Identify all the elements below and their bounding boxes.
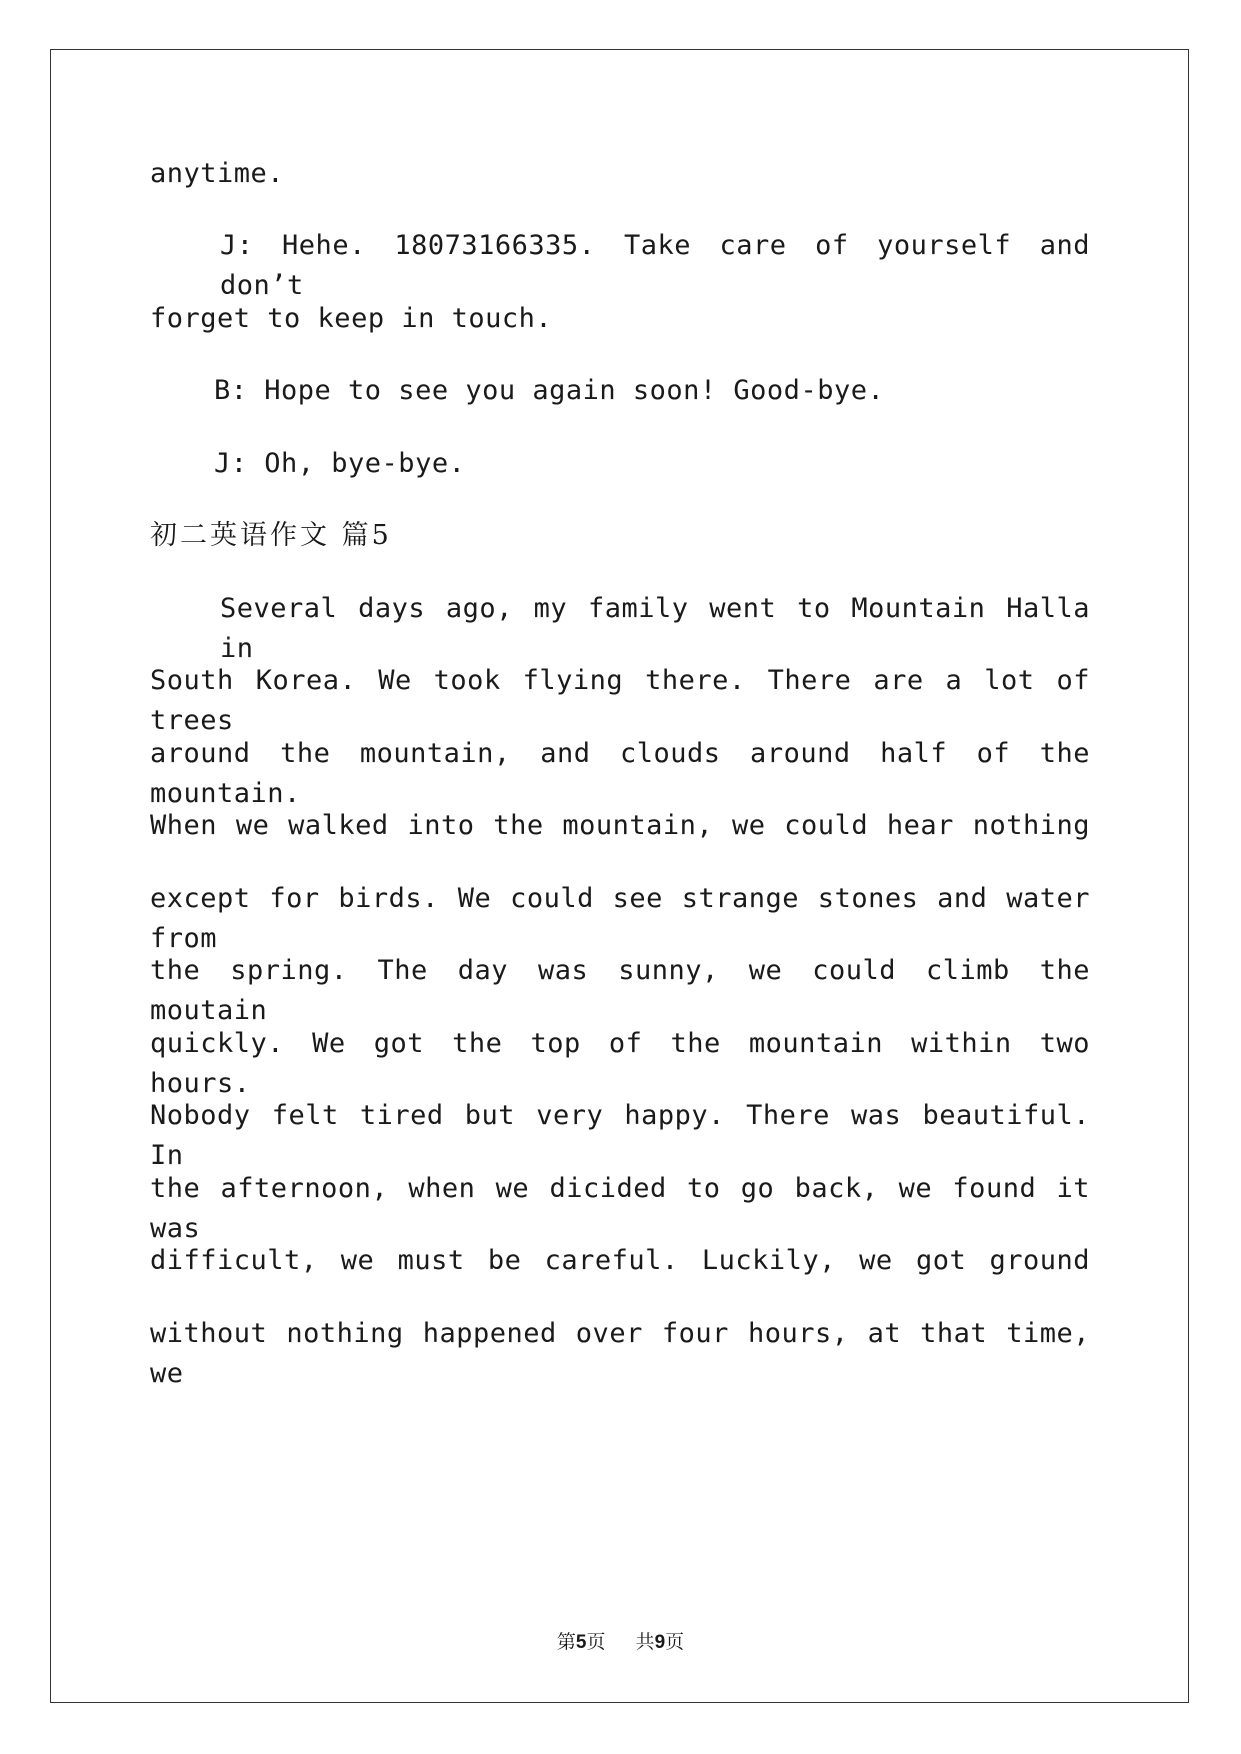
dialogue-line-j: J: Oh, bye-bye. (214, 448, 466, 479)
paragraph-line: quickly. We got the top of the mountain within two hours. (150, 1028, 1090, 1099)
section-heading: 初二英语作文 篇5 (150, 520, 392, 551)
paragraph-line: the afternoon, when we dicided to go back, we found it was (150, 1173, 1090, 1244)
footer-total-prefix: 共 (635, 1631, 655, 1653)
paragraph-line: except for birds. We could see strange stones and water from (150, 883, 1090, 954)
paragraph-line: difficult, we must be careful. Luckily, we got ground (150, 1245, 1090, 1276)
footer-page-prefix: 第 (556, 1631, 576, 1653)
text-line: forget to keep in touch. (150, 303, 553, 334)
paragraph-line: without nothing happened over four hours, at that time, we (150, 1318, 1090, 1389)
paragraph-line: Nobody felt tired but very happy. There was beautiful. In (150, 1100, 1090, 1171)
page-footer (0, 1630, 1241, 1655)
dialogue-line-b: B: Hope to see you again soon! Good-bye. (214, 375, 885, 406)
footer-total-pages: 9 (654, 1632, 666, 1653)
paragraph-line: the spring. The day was sunny, we could climb the moutain (150, 955, 1090, 1026)
text-line: anytime. (150, 158, 285, 189)
footer-total-suffix: 页 (665, 1631, 685, 1653)
footer-page-number: 5 (575, 1632, 587, 1653)
paragraph-line: around the mountain, and clouds around half of the mountain. (150, 738, 1090, 809)
paragraph-line: South Korea. We took flying there. There are a lot of trees (150, 665, 1090, 736)
footer-page-suffix: 页 (586, 1631, 606, 1653)
paragraph-line: Several days ago, my family went to Mountain Halla in (220, 593, 1090, 664)
paragraph-line: When we walked into the mountain, we could hear nothing (150, 810, 1090, 841)
dialogue-line-j: J: Hehe. 18073166335. Take care of yourself and don’t (220, 230, 1090, 301)
